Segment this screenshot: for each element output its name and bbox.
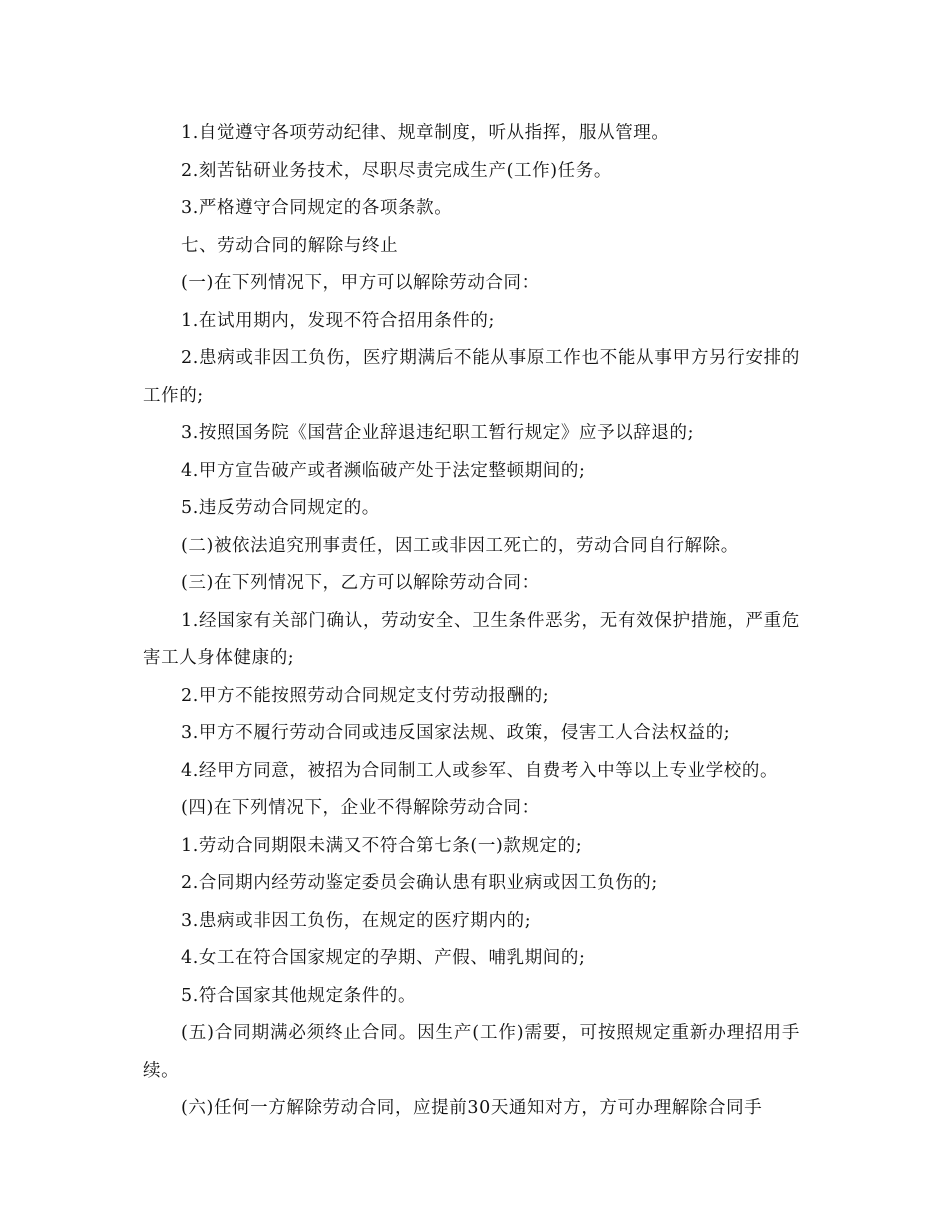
- paragraph-9: 4.甲方宣告破产或者濒临破产处于法定整顿期间的;: [181, 460, 586, 481]
- paragraph-7: 2.患病或非因工负伤，医疗期满后不能从事原工作也不能从事甲方另行安排的工作的;: [143, 348, 800, 406]
- paragraph-17: (四)在下列情况下，企业不得解除劳动合同：: [181, 798, 540, 818]
- paragraph-1: 1.自觉遵守各项劳动纪律、规章制度，听从指挥，服从管理。: [181, 123, 670, 143]
- paragraph-10: 5.违反劳动合同规定的。: [181, 498, 380, 518]
- paragraph-3: 3.严格遵守合同规定的各项条款。: [181, 198, 453, 218]
- paragraph-24: (六)任何一方解除劳动合同，应提前30天通知对方，方可办理解除合同手: [181, 1098, 763, 1118]
- paragraph-13: 1.经国家有关部门确认，劳动安全、卫生条件恶劣，无有效保护措施，严重危害工人身体健康的;: [143, 610, 800, 668]
- paragraph-8: 3.按照国务院《国营企业辞退违纪职工暂行规定》应予以辞退的;: [181, 423, 695, 443]
- paragraph-18: 1.劳动合同期限未满又不符合第七条(一)款规定的;: [181, 835, 583, 856]
- paragraph-22: 5.符合国家其他规定条件的。: [181, 985, 417, 1006]
- paragraph-6: 1.在试用期内，发现不符合招用条件的;: [181, 310, 495, 331]
- section-heading-7: 七、劳动合同的解除与终止: [181, 235, 399, 256]
- paragraph-14: 2.甲方不能按照劳动合同规定支付劳动报酬的;: [181, 685, 550, 706]
- paragraph-12: (三)在下列情况下，乙方可以解除劳动合同：: [181, 573, 540, 593]
- paragraph-15: 3.甲方不履行劳动合同或违反国家法规、政策，侵害工人合法权益的;: [181, 723, 731, 743]
- paragraph-20: 3.患病或非因工负伤，在规定的医疗期内的;: [181, 910, 532, 931]
- paragraph-2: 2.刻苦钻研业务技术，尽职尽责完成生产(工作)任务。: [181, 160, 612, 181]
- paragraph-5: (一)在下列情况下，甲方可以解除劳动合同：: [181, 273, 540, 293]
- paragraph-19: 2.合同期内经劳动鉴定委员会确认患有职业病或因工负伤的;: [181, 873, 658, 893]
- paragraph-23: (五)合同期满必须终止合同。因生产(工作)需要，可按照规定重新办理招用手续。: [143, 1023, 800, 1081]
- paragraph-11: (二)被依法追究刑事责任，因工或非因工死亡的，劳动合同自行解除。: [181, 535, 739, 556]
- paragraph-16: 4.经甲方同意，被招为合同制工人或参军、自费考入中等以上专业学校的。: [181, 760, 779, 781]
- paragraph-21: 4.女工在符合国家规定的孕期、产假、哺乳期间的;: [181, 948, 586, 968]
